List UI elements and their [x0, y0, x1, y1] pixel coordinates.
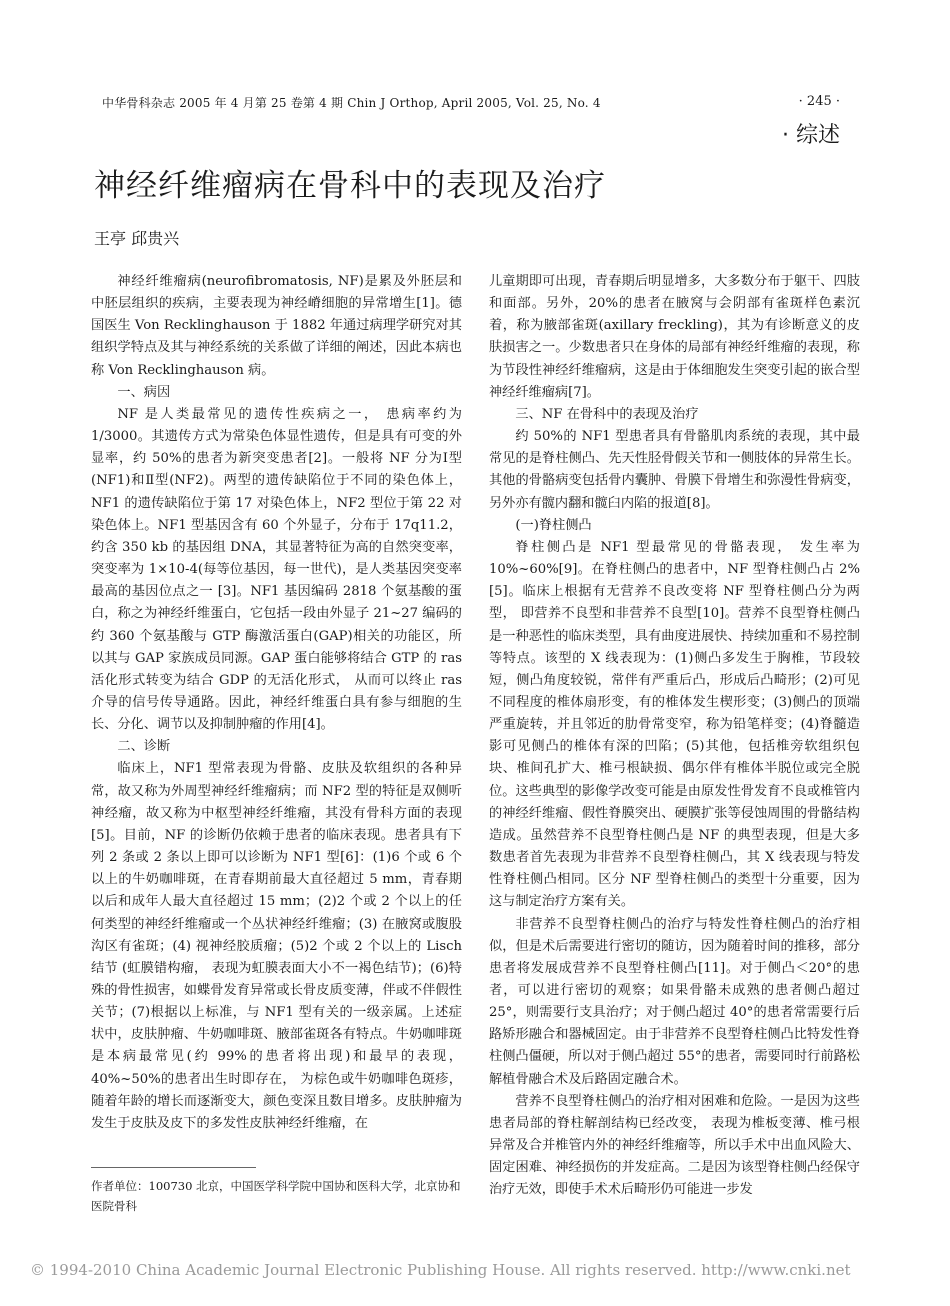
footnote-divider: [91, 1167, 256, 1168]
section-heading: 二、诊断: [117, 739, 171, 755]
right-column: [489, 271, 860, 1202]
left-column: [91, 271, 462, 1135]
article-title: 神经纤维瘤病在骨科中的表现及治疗: [94, 168, 606, 204]
paragraph: 非营养不良型脊柱侧凸的治疗与特发性脊柱侧凸的治疗相似，但是术后需要进行密切的随访，因为随着时间的推移，部分患者将发展成营养不良型脊柱侧凸[11]。对于侧凸＜20°的患者，可以进行密切的观察；如果骨骼未成熟的患者侧凸超过 25°，则需要行支具治疗；对于侧凸超过 40°的患者常需要行后路矫形融合和器械固定。由于非营养不良型脊柱侧凸比特发性脊柱侧凸僵硬，所以对于侧凸超过 55°的患者，需要同时行前路松解植骨融合术及后路固定融合术。: [489, 916, 860, 1087]
section-heading: 一、病因: [117, 384, 171, 400]
paragraph: 营养不良型脊柱侧凸的治疗相对困难和危险。一是因为这些患者局部的脊柱解剖结构已经改变， 表现为椎板变薄、椎弓根异常及合并椎管内外的神经纤维瘤等，所以手术中出血风险大、固定困难、神经损伤的并发症高。二是因为该型脊柱侧凸经保守治疗无效，即使手术术后畸形仍可能进一步发: [489, 1093, 860, 1198]
article-authors: 王亭 邱贵兴: [94, 229, 180, 248]
copyright-notice: © 1994-2010 China Academic Journal Electronic Publishing House. All rights reserved. http://www.cnki.net: [30, 1261, 851, 1279]
page-number: · 245 ·: [798, 94, 840, 109]
author-affiliation-footnote: 作者单位：100730 北京，中国医学科学院中国协和医科大学，北京协和医院骨科: [91, 1179, 461, 1213]
subsection-heading: (一)脊柱侧凸: [515, 517, 592, 533]
section-heading: 三、NF 在骨科中的表现及治疗: [515, 406, 699, 422]
section-tag: · 综述: [782, 123, 840, 148]
paragraph: NF 是人类最常见的遗传性疾病之一， 患病率约为1/3000。其遗传方式为常染色体显性遗传，但是具有可变的外显率，约 50%的患者为新突变患者[2]。一般将 NF 分为Ⅰ型(NF1)和Ⅱ型(NF2)。两型的遗传缺陷位于不同的染色体上，NF1 的遗传缺陷位于第 17 对染色体上，NF2 型位于第 22 对染色体上。NF1 型基因含有 60 个外显子，分布于 17q11.2，约含 350 kb 的基因组 DNA，其显著特征为高的自然突变率，突变率为 1×10-4(每等位基因，每一世代)，是人类基因突变率最高的基因位点之一 [3]。NF1 基因编码 2818 个氨基酸的蛋白，称之为神经纤维蛋白，它包括一段由外显子 21~27 编码的约 360 个氨基酸与 GTP 酶激活蛋白(GAP)相关的功能区，所以其与 GAP 家族成员同源。GAP 蛋白能够将结合 GTP 的 ras 活化形式转变为结合 GDP 的无活化形式， 从而可以终止 ras 介导的信号传导通路。因此，神经纤维蛋白具有参与细胞的生长、分化、调节以及抑制肿瘤的作用[4]。: [91, 406, 462, 733]
paragraph: 神经纤维瘤病(neurofibromatosis, NF)是累及外胚层和中胚层组织的疾病，主要表现为神经嵴细胞的异常增生[1]。德国医生 Von Recklinghauson 于 1882 年通过病理学研究对其组织学特点及其与神经系统的关系做了详细的阐述，因此本病也称 Von Recklinghauson 病。: [91, 274, 462, 378]
paragraph: 脊柱侧凸是 NF1 型最常见的骨骼表现， 发生率为 10%~60%[9]。在脊柱侧凸的患者中，NF 型脊柱侧凸占 2%[5]。临床上根据有无营养不良改变将 NF 型脊柱侧凸分为两型， 即营养不良型和非营养不良型[10]。营养不良型脊柱侧凸是一种恶性的临床类型，具有曲度进展快、持续加重和不易控制等特点。该型的 X 线表现为：(1)侧凸多发生于胸椎，节段较短，侧凸角度较锐，常伴有严重后凸，形成后凸畸形；(2)可见不同程度的椎体扇形变，有的椎体发生楔形变；(3)侧凸的顶端严重旋转，并且邻近的肋骨常变窄，称为铅笔样变；(4)脊髓造影可见侧凸的椎体有深的凹陷；(5)其他，包括椎旁软组织包块、椎间孔扩大、椎弓根缺损、偶尔伴有椎体半脱位或完全脱位。这些典型的影像学改变可能是由原发性骨发育不良或椎管内的神经纤维瘤、假性脊膜突出、硬膜扩张等侵蚀周围的骨骼结构造成。虽然营养不良型脊柱侧凸是 NF 的典型表现，但是大多数患者首先表现为非营养不良型脊柱侧凸，其 X 线表现与特发性脊柱侧凸相同。区分 NF 型脊柱侧凸的类型十分重要，因为这与制定治疗方案有关。: [489, 539, 860, 910]
running-head: 中华骨科杂志 2005 年 4 月第 25 卷第 4 期 Chin J Orthop, April 2005, Vol. 25, No. 4: [102, 96, 601, 110]
paragraph: 儿童期即可出现，青春期后明显增多，大多数分布于躯干、四肢和面部。另外，20%的患者在腋窝与会阴部有雀斑样色素沉着，称为腋部雀斑(axillary freckling)，其为有诊断意义的皮肤损害之一。少数患者只在身体的局部有神经纤维瘤的表现，称为节段性神经纤维瘤病，这是由于体细胞发生突变引起的嵌合型神经纤维瘤病[7]。: [489, 274, 860, 400]
paragraph: 临床上，NF1 型常表现为骨骼、皮肤及软组织的各种异常，故又称为外周型神经纤维瘤病；而 NF2 型的特征是双侧听神经瘤，故又称为中枢型神经纤维瘤，其没有骨科方面的表现[5]。目前，NF 的诊断仍依赖于患者的临床表现。患者具有下列 2 条或 2 条以上即可以诊断为 NF1 型[6]：(1)6 个或 6 个以上的牛奶咖啡斑，在青春期前最大直径超过 5 mm，青春期以后和成年人最大直径超过 15 mm；(2)2 个或 2 个以上的任何类型的神经纤维瘤或一个丛状神经纤维瘤；(3) 在腋窝或腹股沟区有雀斑；(4) 视神经胶质瘤；(5)2 个或 2 个以上的 Lisch 结节 (虹膜错构瘤， 表现为虹膜表面大小不一褐色结节)；(6)特殊的骨性损害，如蝶骨发育异常或长骨皮质变薄，伴或不伴假性关节；(7)根据以上标准，与 NF1 型有关的一级亲属。上述症状中，皮肤肿瘤、牛奶咖啡斑、腋部雀斑各有特点。牛奶咖啡斑是本病最常见(约 99%的患者将出现)和最早的表现，40%~50%的患者出生时即存在， 为棕色或牛奶咖啡色斑疹，随着年龄的增长而逐渐变大，颜色变深且数目增多。皮肤肿瘤为发生于皮肤及皮下的多发性皮肤神经纤维瘤，在: [91, 761, 462, 1131]
paragraph: 约 50%的 NF1 型患者具有骨骼肌肉系统的表现，其中最常见的是脊柱侧凸、先天性胫骨假关节和一侧肢体的异常生长。其他的骨骼病变包括骨内囊肿、骨膜下骨增生和弥漫性骨病变，另外亦有髋内翻和髋臼内陷的报道[8]。: [489, 429, 860, 511]
